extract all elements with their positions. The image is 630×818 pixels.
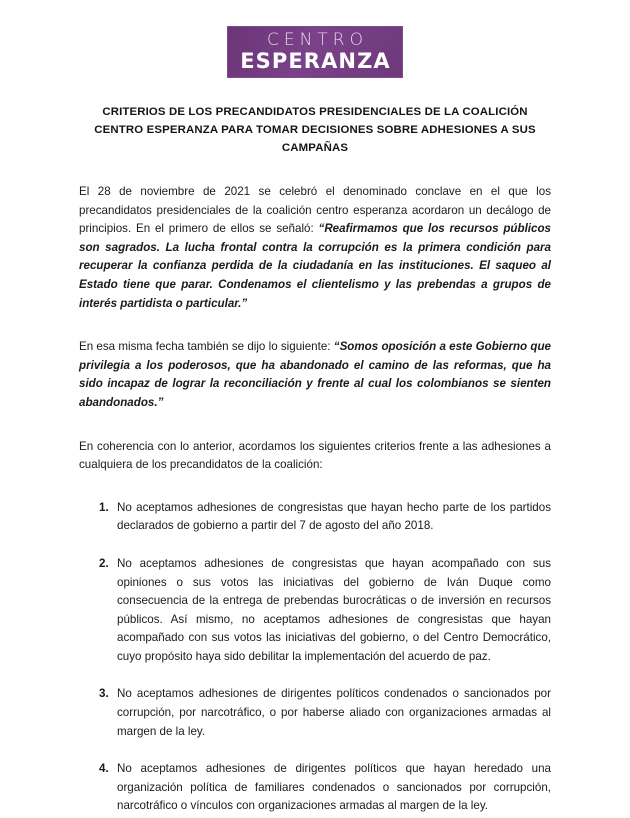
paragraph-criteria-intro: En coherencia con lo anterior, acordamos los siguientes criterios frente a las adhesiones a cualquiera de los precandidatos de la coalición: bbox=[79, 439, 551, 472]
logo-line-esperanza: ESPERANZA bbox=[240, 48, 391, 73]
paragraph-intro-lead: El 28 de noviembre de 2021 se celebró el denominado conclave en el que los precandidatos presidenciales de la coalición centro esperanza acordaron un decálogo de principios. En el primero de ellos se señaló: bbox=[79, 185, 551, 236]
page-title: CRITERIOS DE LOS PRECANDIDATOS PRESIDENCIALES DE LA COALICIÓN CENTRO ESPERANZA PARA TOMAR DECISIONES SOBRE ADHESIONES A SUS CAMPAÑAS bbox=[94, 106, 536, 154]
list-item: No aceptamos adhesiones de congresistas que hayan acompañado con sus opiniones o sus votos las iniciativas del gobierno de Iván Duque como consecuencia de la entrega de prebendas burocráticas o de inversión en recursos públicos. Así mismo, no aceptamos adhesiones de congresistas que hayan acompañado con sus votos las iniciativas del gobierno, o del Centro Democrático, cuyo propósito haya sido debilitar la implementación del acuerdo de paz. bbox=[117, 556, 551, 663]
paragraph-intro-quote: “Reafirmamos que los recursos públicos son sagrados. La lucha frontal contra la corrupción es la primera condición para recuperar la confianza perdida de la ciudadanía en las instituciones. El saqueo al Estado tiene que parar. Condenamos el clientelismo y las prebendas a grupos de interés partidista o particular.” bbox=[79, 222, 551, 310]
document-body bbox=[79, 183, 551, 816]
list-item: No aceptamos adhesiones de dirigentes políticos que hayan heredado una organización política de familiares condenados o sancionados por corrupción, narcotráfico o vínculos con organizaciones armadas al margen de la ley. bbox=[117, 762, 551, 813]
centro-esperanza-logo bbox=[227, 26, 403, 78]
list-item: No aceptamos adhesiones de dirigentes políticos condenados o sancionados por corrupción, por narcotráfico, o por haberse aliado con organizaciones armadas al margen de la ley. bbox=[117, 687, 551, 738]
criteria-list bbox=[79, 499, 551, 816]
paragraph-second-quote-text: “Somos oposición a este Gobierno que privilegia a los poderosos, que ha abandonado el camino de las reformas, que ha sido incapaz de lograr la reconciliación y frente al cual los colombianos se sienten abandonados.” bbox=[79, 340, 551, 409]
logo-container bbox=[0, 26, 630, 78]
paragraph-second-quote-lead: En esa misma fecha también se dijo lo siguiente: bbox=[79, 340, 334, 354]
paragraph-second-quote bbox=[79, 338, 551, 412]
logo-line-centro: CENTRO bbox=[267, 29, 368, 50]
list-item: No aceptamos adhesiones de congresistas que hayan hecho parte de los partidos declarados de gobierno a partir del 7 de agosto del año 2018. bbox=[117, 500, 551, 533]
paragraph-intro bbox=[79, 183, 551, 313]
